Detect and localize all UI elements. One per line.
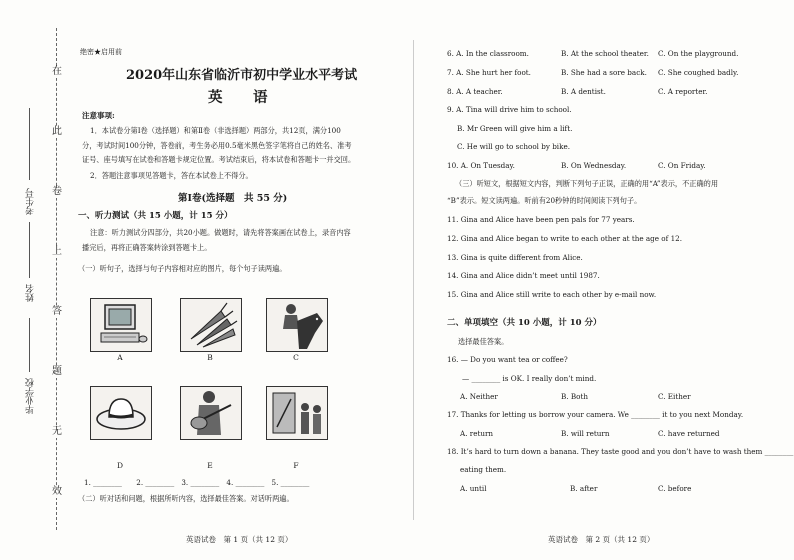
- note-line: 1．本试卷分第Ⅰ卷（选择题）和第Ⅱ卷（非选择题）两部分，共12页，满分100: [90, 126, 341, 135]
- notes-title: 注意事项:: [82, 111, 115, 120]
- section2-note: 选择最佳答案。: [458, 337, 509, 346]
- part-a-title: （一）听句子，选择与句子内容相对应的图片，每个句子读两遍。: [78, 264, 287, 273]
- carrots-icon: [181, 299, 241, 351]
- section2-title: 二、单项填空（共 10 小题，计 10 分）: [447, 318, 602, 328]
- field-line-school[interactable]: [29, 318, 30, 372]
- picture-horse-rider: [266, 298, 328, 352]
- q10-number-option-a[interactable]: 10. A. On Tuesday.: [447, 161, 515, 170]
- q9-option-c[interactable]: C. He will go to school by bike.: [457, 142, 570, 151]
- confidential-mark: 绝密★启用前: [80, 48, 122, 56]
- page-footer: 英语试卷 第 2 页（共 12 页）: [548, 535, 655, 544]
- q9-number-option-a[interactable]: 9. A. Tina will drive him to school.: [447, 105, 572, 114]
- q9-option-b[interactable]: B. Mr Green will give him a lift.: [457, 124, 573, 133]
- picture-computer: [90, 298, 152, 352]
- picture-hat: [90, 386, 152, 440]
- tf-question: 13. Gina is quite different from Alice.: [447, 253, 583, 262]
- q8-option-b[interactable]: B. A dentist.: [561, 87, 606, 96]
- fold-char: 答: [52, 306, 62, 317]
- q7-number-option-a[interactable]: 7. A. She hurt her foot.: [447, 68, 531, 77]
- picture-label: D: [116, 461, 123, 470]
- binding-margin: [0, 0, 68, 560]
- fold-char: 题: [52, 366, 62, 377]
- q17-option-c[interactable]: C. have returned: [658, 429, 720, 438]
- tf-question: 11. Gina and Alice have been pen pals for 77 years.: [447, 215, 635, 224]
- answer-blanks[interactable]: 1. ________ 2. ________ 3. ________ 4. ________ 5. ________: [84, 478, 310, 487]
- note-line: 分，考试时间100分钟，答卷前，考生务必用0.5毫米黑色签字笔将自己的姓名、准考: [82, 141, 352, 150]
- q17-option-a[interactable]: A. return: [460, 429, 494, 438]
- q8-option-c[interactable]: C. A reporter.: [658, 87, 708, 96]
- horse-icon: [267, 299, 327, 351]
- picture-label: B: [207, 353, 213, 362]
- page-footer: 英语试卷 第 1 页（共 12 页）: [186, 535, 293, 544]
- picture-guitar-player: [180, 386, 242, 440]
- part1-title: 第Ⅰ卷(选择题 共 55 分): [178, 193, 288, 204]
- note-line: 2．答题注意事项见答题卡，答在本试卷上不得分。: [90, 171, 253, 180]
- tf-question: 15. Gina and Alice still write to each other by e-mail now.: [447, 290, 657, 299]
- q18-stem: 18. It’s hard to turn down a banana. They taste good and you don’t have to wash them ________: [447, 447, 794, 456]
- picture-label: E: [207, 461, 213, 470]
- field-label-name: 姓名: [26, 284, 36, 302]
- field-label-school: 毕业学校: [26, 378, 36, 414]
- q10-option-c[interactable]: C. On Friday.: [658, 161, 706, 170]
- q18-option-b[interactable]: B. after: [570, 484, 598, 493]
- note-line: 证号、座号填写在试卷和答题卡规定位置。考试结束后，将本试卷和答题卡一并交回。: [82, 155, 356, 164]
- section1-title: 一、听力测试（共 15 小题，计 15 分）: [78, 211, 233, 221]
- tf-question: 14. Gina and Alice didn’t meet until 1987.: [447, 271, 600, 280]
- q16-option-c[interactable]: C. Either: [658, 392, 691, 401]
- page-divider: [413, 40, 414, 520]
- part-b-title: （二）听对话和问题，根据所听内容，选择最佳答案。对话听两遍。: [78, 494, 294, 503]
- fold-line: [56, 28, 57, 530]
- guitar-icon: [181, 387, 241, 439]
- q18-option-c[interactable]: C. before: [658, 484, 692, 493]
- q16-option-b[interactable]: B. Both: [561, 392, 588, 401]
- tf-question: 12. Gina and Alice began to write to each other at the age of 12.: [447, 234, 683, 243]
- hat-icon: [91, 387, 151, 439]
- museum-icon: [267, 387, 327, 439]
- q16-option-a[interactable]: A. Neither: [460, 392, 498, 401]
- subject-title: 英 语: [208, 89, 276, 106]
- q18-option-a[interactable]: A. until: [460, 484, 487, 493]
- field-line-name[interactable]: [29, 222, 30, 278]
- part-c-title: （三）听短文，根据短文内容，判断下列句子正误，正确的用“A”表示，不正确的用: [455, 179, 719, 188]
- fold-char: 在: [52, 66, 62, 77]
- q16-stem: 16. — Do you want tea or coffee?: [447, 355, 568, 364]
- q6-option-c[interactable]: C. On the playground.: [658, 49, 739, 58]
- q7-option-c[interactable]: C. She coughed badly.: [658, 68, 739, 77]
- q17-option-b[interactable]: B. will return: [561, 429, 610, 438]
- q17-stem: 17. Thanks for letting us borrow your camera. We ________ it to you next Monday.: [447, 410, 744, 419]
- q8-number-option-a[interactable]: 8. A. A teacher.: [447, 87, 503, 96]
- q18-stem-cont: eating them.: [460, 465, 507, 474]
- part-c-title: “B”表示。短文读两遍。听前有20秒钟的时间阅读下列句子。: [447, 196, 642, 205]
- q10-option-b[interactable]: B. On Wednesday.: [561, 161, 627, 170]
- fold-char: 无: [52, 426, 62, 437]
- fold-char: 效: [52, 486, 62, 497]
- field-line-exam-number[interactable]: [29, 108, 30, 180]
- q6-number-option-a[interactable]: 6. A. In the classroom.: [447, 49, 529, 58]
- computer-icon: [91, 299, 151, 351]
- section1-note: 注意：听力测试分四部分，共20小题。做题时，请先将答案画在试卷上，录音内容: [90, 228, 351, 237]
- fold-char: 此: [52, 126, 62, 137]
- field-label-exam-number: 考生号: [26, 188, 36, 215]
- q16-reply: — ________ is OK. I really don’t mind.: [462, 374, 597, 383]
- picture-label: C: [293, 353, 299, 362]
- picture-label: F: [293, 461, 299, 470]
- q6-option-b[interactable]: B. At the school theater.: [561, 49, 649, 58]
- fold-char: 卷: [52, 186, 62, 197]
- fold-char: 上: [52, 246, 62, 257]
- picture-label: A: [117, 353, 123, 362]
- picture-museum-visitors: [266, 386, 328, 440]
- exam-title: 2020年山东省临沂市初中学业水平考试: [126, 68, 358, 83]
- q7-option-b[interactable]: B. She had a sore back.: [561, 68, 647, 77]
- picture-carrots: [180, 298, 242, 352]
- section1-note: 播完后，再将正确答案转涂到答题卡上。: [82, 243, 212, 252]
